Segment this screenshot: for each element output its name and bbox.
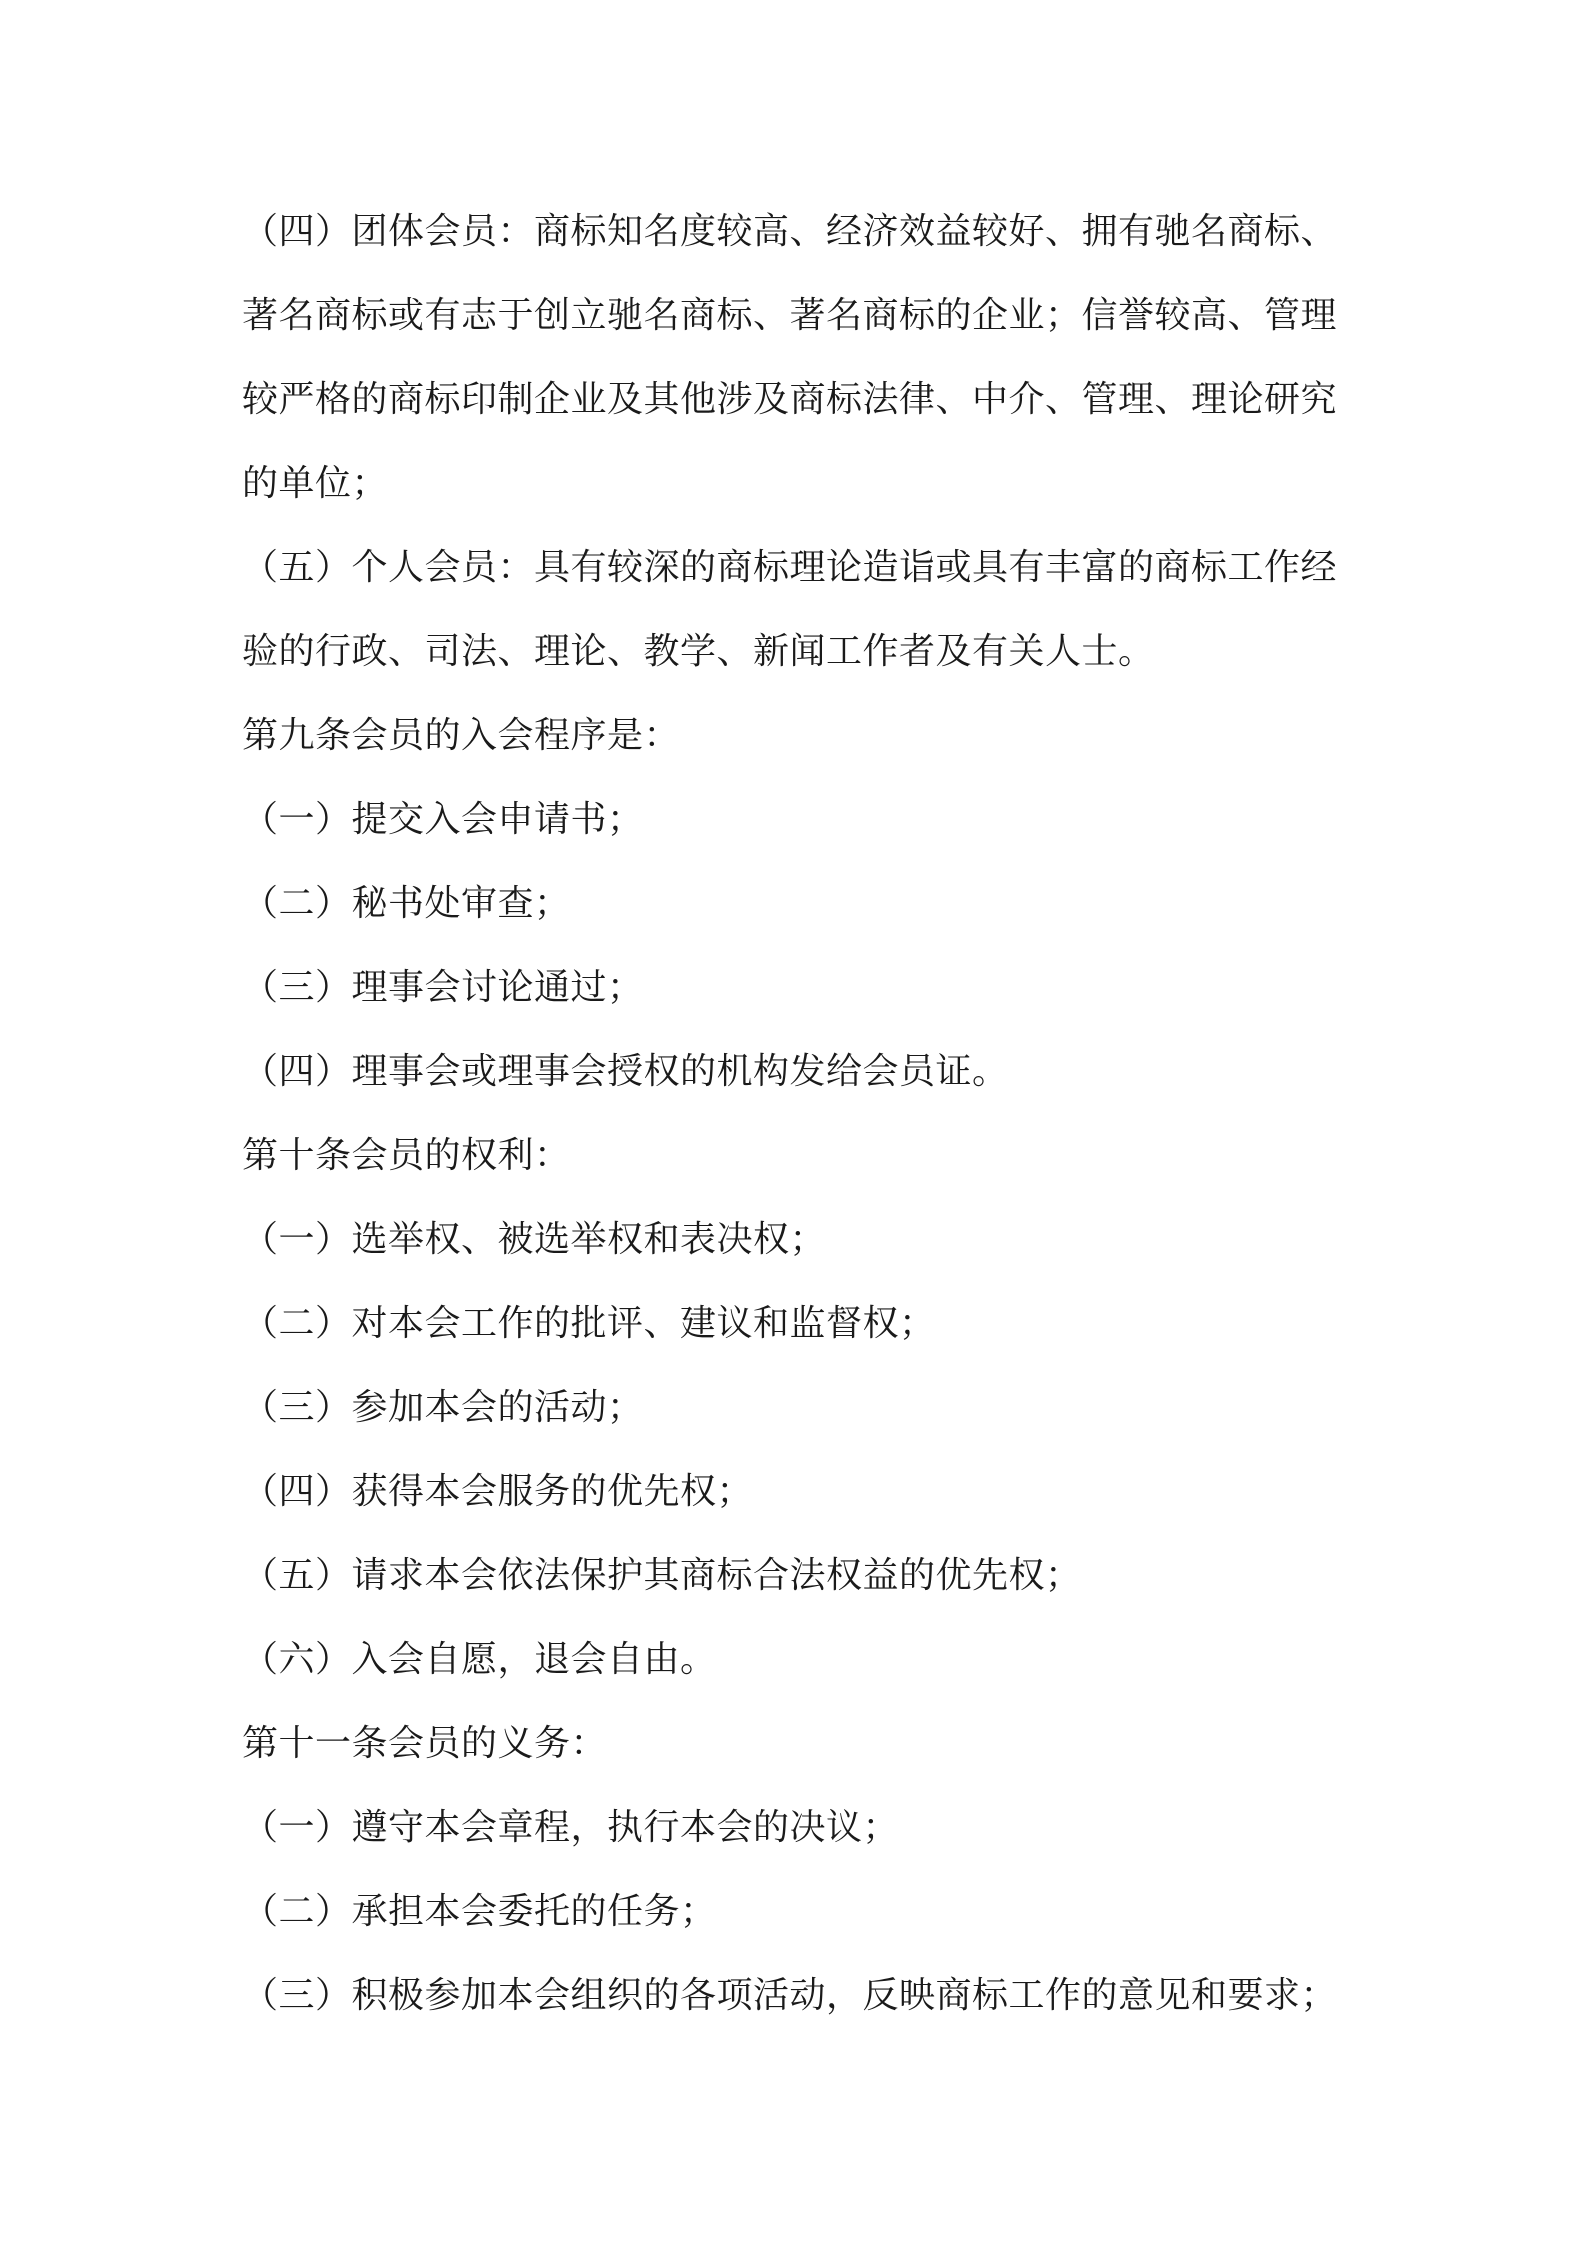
list-item: （三）理事会讨论通过；: [242, 967, 644, 1008]
list-item: （二）对本会工作的批评、建议和监督权；: [242, 1303, 936, 1344]
paragraph-line: 验的行政、司法、理论、教学、新闻工作者及有关人士。: [242, 631, 1155, 672]
list-item: （一）遵守本会章程，执行本会的决议；: [242, 1807, 900, 1848]
list-item: （三）积极参加本会组织的各项活动，反映商标工作的意见和要求；: [242, 1975, 1338, 2016]
list-item: （五）请求本会依法保护其商标合法权益的优先权；: [242, 1555, 1082, 1596]
list-item: （六）入会自愿，退会自由。: [242, 1639, 717, 1680]
article-heading: 第十一条会员的义务：: [242, 1723, 608, 1764]
list-item: （三）参加本会的活动；: [242, 1387, 644, 1428]
list-item: （一）提交入会申请书；: [242, 799, 644, 840]
list-item: （四）获得本会服务的优先权；: [242, 1471, 754, 1512]
list-item: （一）选举权、被选举权和表决权；: [242, 1219, 827, 1260]
paragraph-line: 著名商标或有志于创立驰名商标、著名商标的企业；信誉较高、管理: [242, 295, 1338, 336]
list-item: （四）理事会或理事会授权的机构发给会员证。: [242, 1051, 1009, 1092]
paragraph-line: 较严格的商标印制企业及其他涉及商标法律、中介、管理、理论研究: [242, 379, 1338, 420]
list-item: （二）秘书处审查；: [242, 883, 571, 924]
article-heading: 第十条会员的权利：: [242, 1135, 571, 1176]
list-item: （二）承担本会委托的任务；: [242, 1891, 717, 1932]
paragraph-line: 的单位；: [242, 463, 389, 504]
paragraph-line: （五）个人会员：具有较深的商标理论造诣或具有丰富的商标工作经: [242, 547, 1338, 588]
paragraph-line: （四）团体会员：商标知名度较高、经济效益较好、拥有驰名商标、: [242, 211, 1338, 252]
article-heading: 第九条会员的入会程序是：: [242, 715, 681, 756]
